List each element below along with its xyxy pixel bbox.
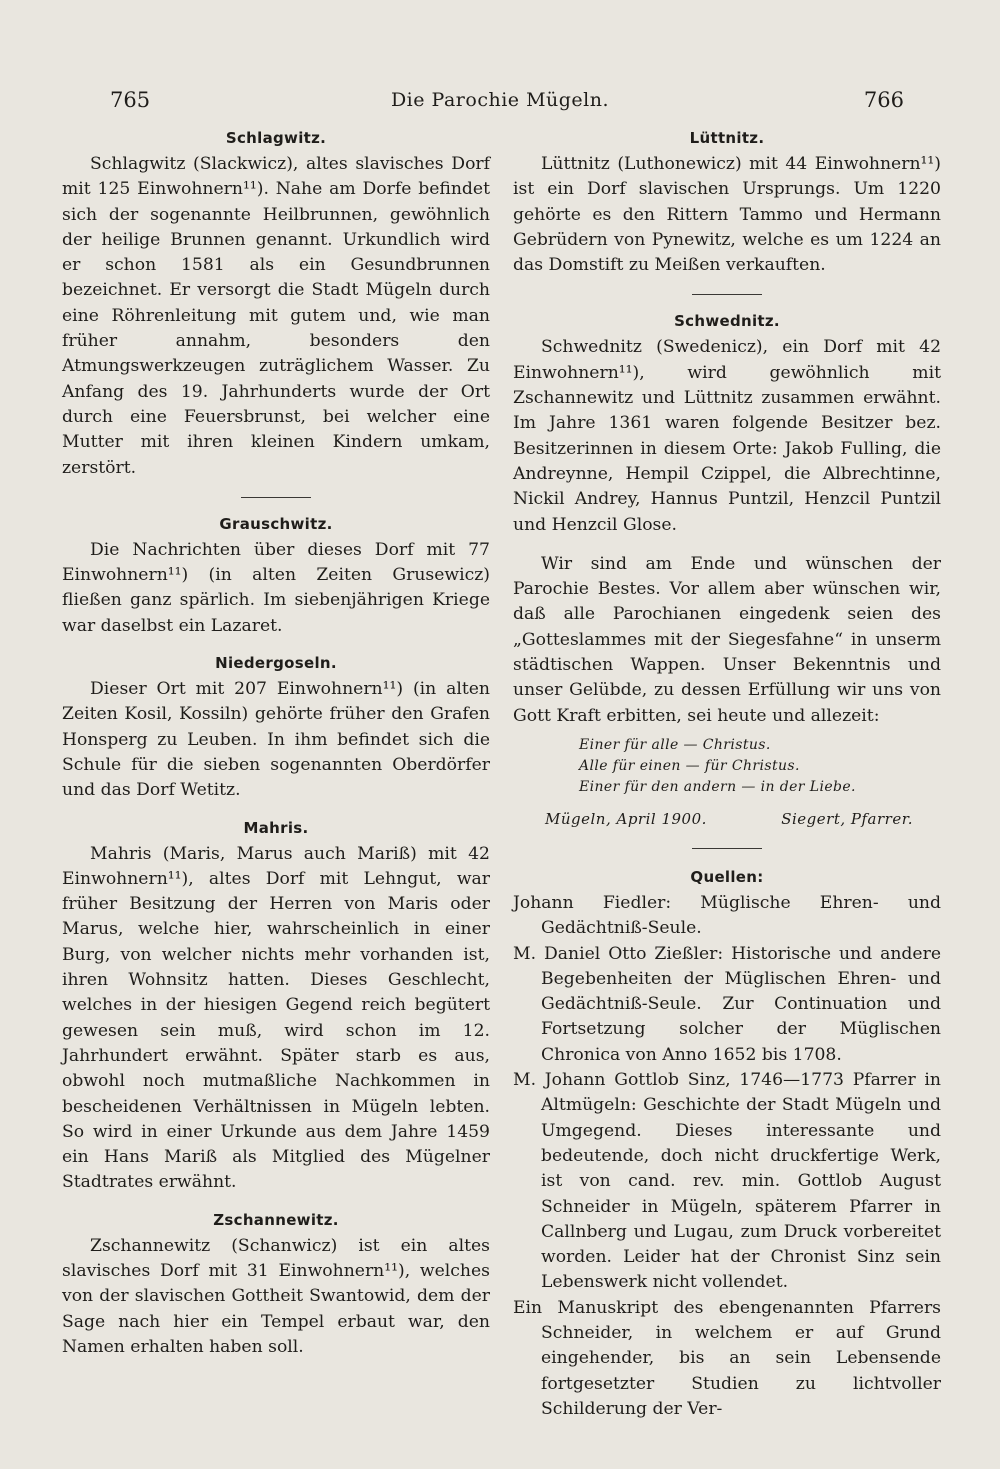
section-title-mahris: Mahris. [243, 818, 309, 837]
spacer [62, 1196, 490, 1210]
motto-line: Alle für einen — für Christus. [579, 757, 800, 774]
section-divider [692, 294, 762, 295]
signature-line [545, 808, 913, 830]
spacer [62, 639, 490, 653]
section-title-niedergoseln: Niedergoseln. [215, 654, 337, 673]
page-number-right: 766 [863, 88, 904, 112]
motto-line: Einer für alle — Christus. [579, 736, 771, 753]
section-text-luettnitz: Lüttnitz (Luthonewicz) mit 44 Einwohnern¹¹) ist ein Dorf slavischen Ursprungs. Um 1220 gehörte es den Rittern Tammo und Hermann Gebrüdern von Pynewitz, welche es um 1224 an das Domstift zu Meißen verkauften. [513, 154, 941, 276]
section-text-mahris: Mahris (Maris, Marus auch Mariß) mit 42 Einwohnern¹¹), altes Dorf mit Lehngut, war früher Besitzung der Herren von Maris oder Marus, welche hier, wahrscheinlich in einer Burg, von welcher nichts mehr vorhanden ist, ihren Wohnsitz hatten. Dieses Geschlecht, welches in der hiesigen Gegend reich begütert gewesen sein muß, wird schon im 12. Jahrhundert erwähnt. Später starb es aus, obwohl noch mutmaßliche Nachkommen in bescheidenen Verhältnissen in Mügeln lebten. So wird in einer Urkunde aus dem Jahre 1459 ein Hans Mariß als Mitglied des Mügelner Stadtrates erwähnt. [62, 843, 490, 1193]
section-title-zschannewitz: Zschannewitz. [213, 1210, 339, 1229]
running-title: Die Parochie Mügeln. [390, 89, 610, 111]
signature-place-date: Mügeln, April 1900. [545, 809, 707, 828]
motto-line: Einer für den andern — in der Liebe. [579, 778, 856, 795]
section-divider [692, 848, 762, 849]
section-divider [241, 497, 311, 498]
page-number-left: 765 [110, 88, 151, 112]
section-title-schlagwitz: Schlagwitz. [225, 129, 327, 147]
source-item: Johann Fiedler: Müglische Ehren- und Gedächtniß-Seule. [513, 892, 941, 939]
sources-title: Quellen: [690, 867, 764, 886]
source-item: M. Daniel Otto Zießler: Historische und andere Begebenheiten der Müglischen Ehren- und Gedächtniß-Seule. Zur Continuation und Fortsetzung solcher der Müglischen Chronica von Anno 1652 bis 1708. [513, 943, 941, 1065]
section-text-schlagwitz: Schlagwitz (Slackwicz), altes slavisches Dorf mit 125 Einwohnern¹¹). Nahe am Dorfe befindet sich der sogenannte Heilbrunnen, gewöhnlich der heilige Brunnen genannt. Urkundlich wird er schon 1581 als ein Gesundbrunnen bezeichnet. Er versorgt die Stadt Mügeln durch eine Röhrenleitung mit gutem und, wie man früher annahm, besonders den Atmungswerkzeugen zuträglichem Wasser. Zu Anfang des 19. Jahrhunderts wurde der Ort durch eine Feuersbrunst, bei welcher eine Mutter mit ihren kleinen Kindern umkam, zerstört. [62, 154, 490, 478]
left-column [62, 128, 490, 1360]
section-title-schwednitz: Schwednitz. [674, 312, 780, 331]
section-title-grauschwitz: Grauschwitz. [219, 514, 333, 533]
section-text-niedergoseln: Dieser Ort mit 207 Einwohnern¹¹) (in alten Zeiten Kosil, Kossiln) gehörte früher den Grafen Honsperg zu Leuben. In ihm befindet sich die Schule für die sieben sogenannten Oberdörfer und das Dorf Wetitz. [62, 679, 490, 801]
right-column [513, 128, 941, 1422]
section-text-grauschwitz: Die Nachrichten über dieses Dorf mit 77 Einwohnern¹¹) (in alten Zeiten Grusewicz) fließen ganz spärlich. Im siebenjährigen Kriege war daselbst ein Lazaret. [62, 539, 490, 636]
spacer [513, 538, 941, 552]
closing-paragraph: Wir sind am Ende und wünschen der Parochie Bestes. Vor allem aber wünschen wir, daß alle Parochianen eingedenk seien des „Gotteslammes mit der Siegesfahne“ in unserm städtischen Wappen. Unser Bekenntnis und unser Gelübde, zu dessen Erfüllung wir uns von Gott Kraft erbitten, sei heute und allezeit: [513, 553, 941, 726]
page-header [0, 86, 1000, 120]
section-title-luettnitz: Lüttnitz. [689, 129, 765, 147]
source-item: Ein Manuskript des ebengenannten Pfarrers Schneider, in welchem er auf Grund eingehender, bis an sein Lebensende fortgesetzter Studien zu lichtvoller Schilderung der Ver- [513, 1297, 941, 1419]
signature-author: Siegert, Pfarrer. [781, 809, 913, 828]
section-text-schwednitz: Schwednitz (Swedenicz), ein Dorf mit 42 Einwohnern¹¹), wird gewöhnlich mit Zschannewitz und Lüttnitz zusammen erwähnt. Im Jahre 1361 waren folgende Besitzer bez. Besitzerinnen in diesem Orte: Jakob Fulling, die Andreynne, Hempil Czippel, die Albrechtinne, Nickil Andrey, Hannus Puntzil, Henzcil Puntzil und Henzcil Glose. [513, 337, 941, 535]
source-item: M. Johann Gottlob Sinz, 1746—1773 Pfarrer in Altmügeln: Geschichte der Stadt Mügeln und Umgegend. Dieses interessante und bedeutende, doch nicht druckfertige Werk, ist von cand. rev. min. Gottlob August Schneider in Mügeln, späterem Pfarrer in Callnberg und Lugau, zum Druck vorbereitet worden. Leider hat der Chronist Sinz sein Lebenswerk nicht vollendet. [513, 1070, 941, 1293]
motto-block [579, 735, 941, 798]
section-text-zschannewitz: Zschannewitz (Schanwicz) ist ein altes slavisches Dorf mit 31 Einwohnern¹¹), welches von der slavischen Gottheit Swantowid, dem der Sage nach hier ein Tempel erbaut war, den Namen erhalten haben soll. [62, 1235, 490, 1357]
spacer [62, 804, 490, 818]
